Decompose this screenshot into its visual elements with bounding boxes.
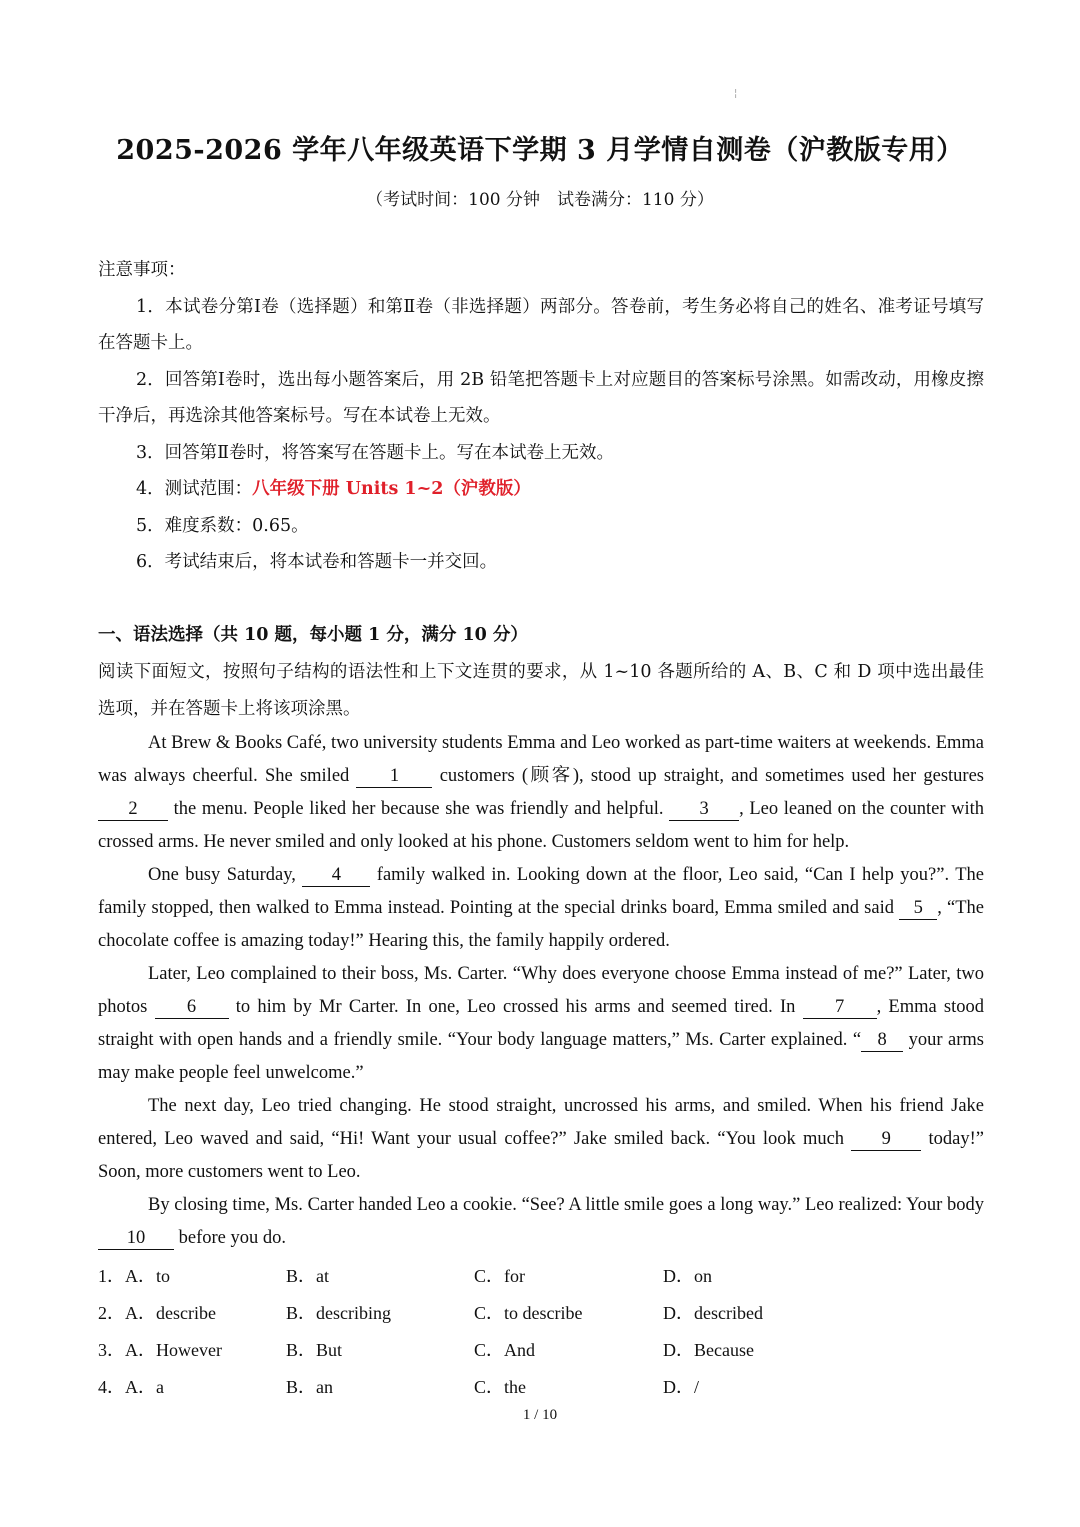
q3-option-a	[98, 1332, 286, 1369]
note-4-prefix: 4．测试范围：	[136, 479, 253, 499]
q1-option-b: B．at	[286, 1266, 329, 1286]
scan-mark: ¦	[734, 88, 738, 99]
notes-heading: 注意事项：	[98, 260, 186, 280]
text: before you do.	[174, 1228, 286, 1248]
question-3-options	[98, 1332, 984, 1369]
page-number: 1 / 10	[522, 1407, 558, 1423]
blank-10: 10	[98, 1227, 174, 1250]
note-2: 2．回答第Ⅰ卷时，选出每小题答案后，用 2B 铅笔把答题卡上对应题目的答案标号涂黑。如需改动，用橡皮擦干净后，再选涂其他答案标号。写在本试卷上无效。	[98, 369, 984, 426]
q2-number: 2．	[98, 1303, 125, 1323]
option-text: A．describe	[125, 1303, 216, 1323]
text: the menu. People liked her because she was friendly and helpful.	[168, 799, 670, 819]
q4-option-c: C．the	[474, 1377, 526, 1397]
q4-option-a	[98, 1369, 286, 1406]
blank-5: 5	[899, 897, 937, 920]
exam-title: 2025-2026 学年八年级英语下学期 3 月学情自测卷（沪教版专用）	[116, 135, 964, 166]
question-1-options	[98, 1258, 984, 1295]
q2-option-b: B．describing	[286, 1303, 391, 1323]
paragraph-3	[98, 958, 984, 1090]
exam-subtitle: （考试时间：100 分钟 试卷满分：110 分）	[366, 190, 714, 210]
blank-7: 7	[803, 996, 877, 1019]
answer-options	[98, 1258, 984, 1406]
blank-9: 9	[851, 1128, 921, 1151]
q1-number: 1．	[98, 1266, 125, 1286]
text: At Brew & Books Café, two university students Emma and Leo worked as part-time waiters at weekends. Emma was always cheerful. She smiled	[98, 733, 984, 786]
paragraph-2	[98, 859, 984, 958]
note-4-scope: 八年级下册 Units 1~2（沪教版）	[252, 479, 531, 499]
option-text: A．a	[125, 1377, 164, 1397]
text: customers (顾客), stood up straight, and sometimes used her gestures	[432, 766, 984, 786]
text: One busy Saturday,	[148, 865, 303, 885]
q3-number: 3．	[98, 1340, 125, 1360]
text: , Leo leaned on the counter with crossed arms. He never smiled and only looked at his phone. Customers seldom went to him for help.	[98, 799, 984, 852]
blank-6: 6	[155, 996, 229, 1019]
question-4-options	[98, 1369, 984, 1406]
paragraph-1	[98, 727, 984, 859]
note-6: 6．考试结束后，将本试卷和答题卡一并交回。	[136, 552, 498, 572]
q3-option-d: D．Because	[663, 1340, 754, 1360]
blank-4: 4	[302, 864, 370, 887]
text: , “The chocolate coffee is amazing today!” Hearing this, the family happily ordered.	[98, 898, 984, 951]
text: to him by Mr Carter. In one, Leo crossed his arms and seemed tired. In	[228, 997, 803, 1017]
q3-option-b: B．But	[286, 1340, 343, 1360]
q1-option-d: D．on	[663, 1266, 712, 1286]
q2-option-d: D．described	[663, 1303, 763, 1323]
text: family walked in. Looking down at the floor, Leo said, “Can I help you?”. The family stopped, then walked to Emma instead. Pointing at the special drinks board, Emma smiled and said	[98, 865, 984, 918]
q1-option-a	[98, 1258, 286, 1295]
text: By closing time, Ms. Carter handed Leo a cookie. “See? A little smile goes a long way.” Leo realized: Your body	[148, 1195, 984, 1215]
text: your arms may make people feel unwelcome.”	[98, 1030, 984, 1083]
blank-8: 8	[861, 1029, 903, 1052]
section-1-title: 一、语法选择（共 10 题，每小题 1 分，满分 10 分）	[98, 625, 528, 645]
q2-option-a	[98, 1295, 286, 1332]
note-4	[98, 471, 984, 508]
q2-option-c: C．to describe	[474, 1303, 583, 1323]
q3-option-c: C．And	[474, 1340, 536, 1360]
text: The next day, Leo tried changing. He stood straight, uncrossed his arms, and smiled. When his friend Jake entered, Leo waved and said, “Hi! Want your usual coffee?” Jake smiled back. “You look much	[98, 1096, 984, 1149]
question-2-options	[98, 1295, 984, 1332]
blank-1: 1	[356, 765, 432, 788]
reading-passage	[98, 727, 984, 1255]
section-1-instruction: 阅读下面短文，按照句子结构的语法性和上下文连贯的要求，从 1~10 各题所给的 A、B、C 和 D 项中选出最佳选项，并在答题卡上将该项涂黑。	[98, 662, 984, 719]
text: Later, Leo complained to their boss, Ms. Carter. “Why does everyone choose Emma instead of me?” Later, two photos	[98, 964, 984, 1017]
blank-3: 3	[669, 798, 739, 821]
q4-option-b: B．an	[286, 1377, 333, 1397]
option-text: A．to	[125, 1266, 170, 1286]
q4-number: 4．	[98, 1377, 125, 1397]
q1-option-c: C．for	[474, 1266, 525, 1286]
paragraph-4	[98, 1090, 984, 1189]
blank-2: 2	[98, 798, 168, 821]
note-5: 5．难度系数：0.65。	[136, 515, 309, 536]
notes-section	[98, 252, 984, 581]
text: , Emma stood straight with open hands and a friendly smile. “Your body language matters,” Ms. Carter explained. “	[98, 997, 984, 1050]
note-3: 3．回答第Ⅱ卷时，将答案写在答题卡上。写在本试卷上无效。	[136, 442, 615, 463]
option-text: A．However	[125, 1340, 222, 1360]
text: today!” Soon, more customers went to Leo.	[98, 1129, 984, 1182]
paragraph-5	[98, 1189, 984, 1255]
q4-option-d: D．/	[663, 1377, 699, 1397]
note-1: 1．本试卷分第Ⅰ卷（选择题）和第Ⅱ卷（非选择题）两部分。答卷前，考生务必将自己的姓名、准考证号填写在答题卡上。	[98, 296, 984, 353]
